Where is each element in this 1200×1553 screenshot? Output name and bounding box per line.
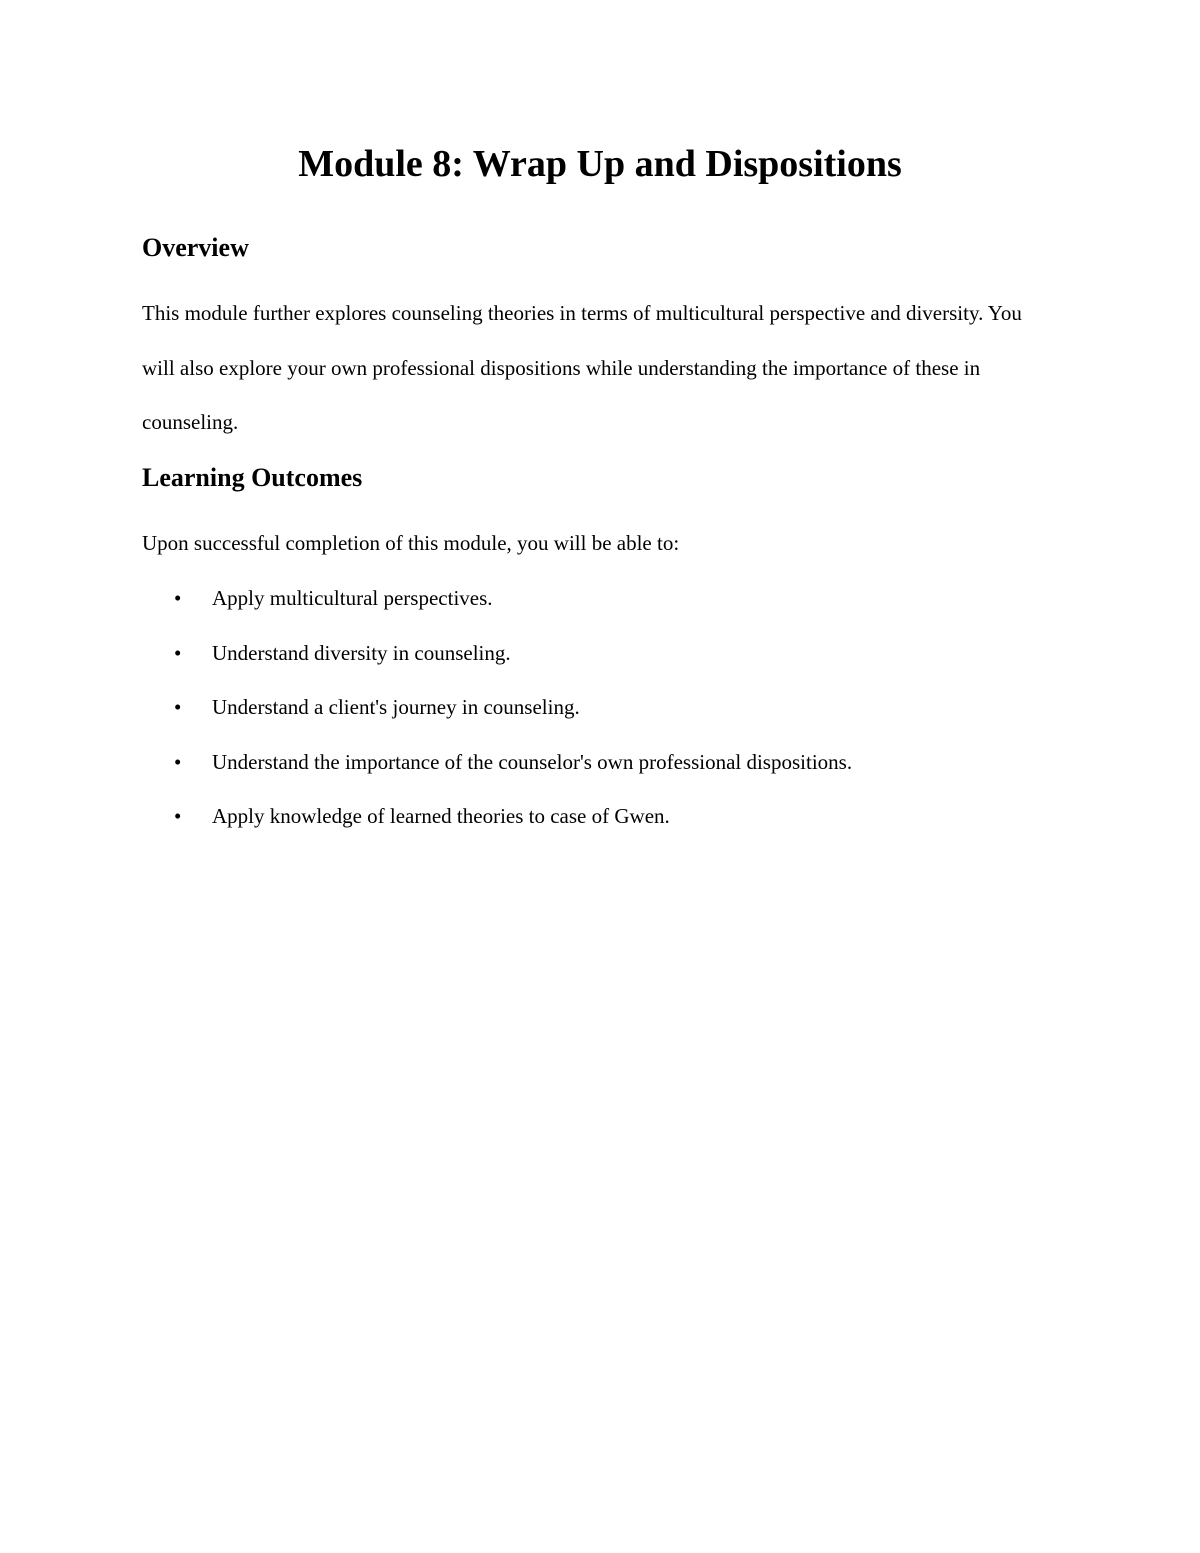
list-item-text: Apply multicultural perspectives. <box>212 586 493 610</box>
list-item-text: Understand diversity in counseling. <box>212 640 511 665</box>
list-item-text: Understand a client's journey in counseling. <box>212 695 580 719</box>
bullet-icon: • <box>174 804 182 828</box>
overview-heading: Overview <box>142 233 249 262</box>
list-item <box>142 626 1102 681</box>
bullet-icon: • <box>174 695 182 719</box>
overview-paragraph: This module further explores counseling theories in terms of multicultural perspective and diversity. You will also explore your own professional dispositions while understanding the importance of these in counseling. <box>142 301 1022 434</box>
list-item <box>142 735 1102 790</box>
list-item <box>142 680 1102 735</box>
learning-outcomes-list <box>142 571 1102 844</box>
bullet-icon: • <box>174 749 182 774</box>
list-item-text: Apply knowledge of learned theories to case of Gwen. <box>212 804 670 828</box>
bullet-icon: • <box>174 640 182 665</box>
bullet-icon: • <box>174 586 182 610</box>
list-item <box>142 571 1102 626</box>
learning-outcomes-heading: Learning Outcomes <box>142 463 363 492</box>
list-item <box>142 789 1102 844</box>
page-title: Module 8: Wrap Up and Dispositions <box>298 143 902 185</box>
learning-outcomes-intro: Upon successful completion of this module, you will be able to: <box>142 531 680 555</box>
list-item-text: Understand the importance of the counselor's own professional dispositions. <box>212 749 853 774</box>
